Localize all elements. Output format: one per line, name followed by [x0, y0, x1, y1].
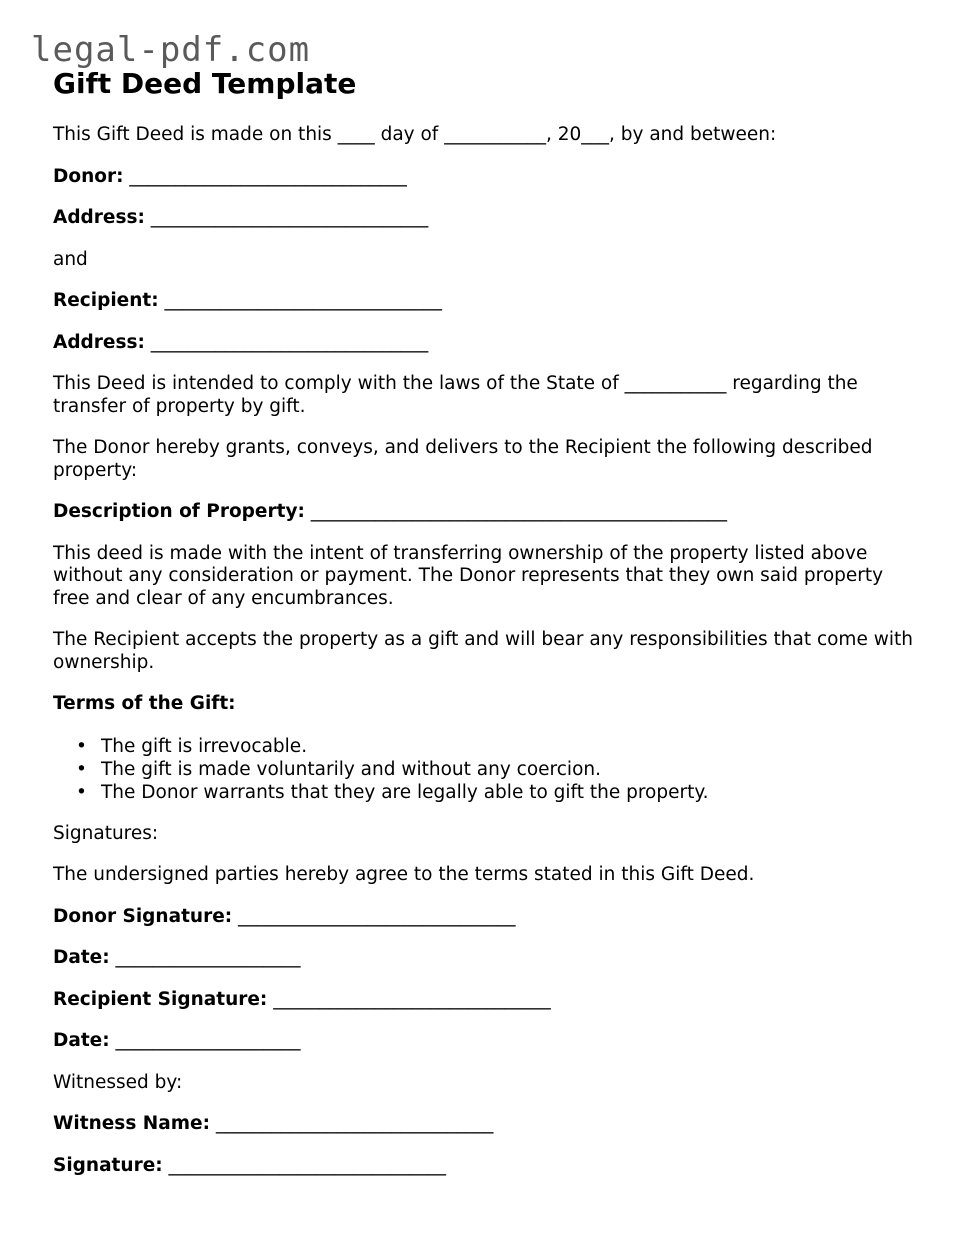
- recipient-signature-label: Recipient Signature:: [53, 988, 268, 1010]
- recipient-date-label: Date:: [53, 1030, 110, 1051]
- terms-heading: [53, 693, 923, 716]
- donor-label: Donor:: [53, 165, 124, 187]
- recipient-field: [53, 290, 923, 313]
- recipient-address-blank: ______________________________: [150, 331, 429, 353]
- donor-signature-blank: ______________________________: [238, 905, 516, 927]
- recipient-signature-blank: ______________________________: [273, 988, 551, 1010]
- document-title: Gift Deed Template: [53, 67, 357, 100]
- agree-clause: The undersigned parties hereby agree to the terms stated in this Gift Deed.: [53, 864, 755, 885]
- accept-clause: The Recipient accepts the property as a gift and will bear any responsibilities that come with ownership.: [53, 629, 913, 673]
- recipient-address-label: Address:: [53, 331, 145, 353]
- donor-date-label: Date:: [53, 947, 110, 968]
- donor-address-label: Address:: [53, 207, 145, 228]
- property-blank: _____________________________________________: [310, 501, 728, 522]
- list-item: [76, 758, 923, 781]
- witness-name-blank: ______________________________: [215, 1113, 494, 1134]
- terms-list: [53, 735, 923, 804]
- witness-name-label: Witness Name:: [53, 1113, 210, 1134]
- term-text: The Donor warrants that they are legally able to gift the property.: [101, 781, 709, 803]
- grant-clause: The Donor hereby grants, conveys, and delivers to the Recipient the following described property:: [53, 437, 873, 481]
- term-text: The gift is irrevocable.: [101, 735, 308, 757]
- recipient-date-field: [53, 1030, 923, 1053]
- bullet-icon: •: [76, 781, 87, 803]
- site-watermark: legal-pdf.com: [31, 30, 311, 70]
- and-text: and: [53, 248, 88, 270]
- bullet-icon: •: [76, 758, 87, 780]
- donor-date-blank: ____________________: [115, 947, 301, 968]
- bullet-icon: •: [76, 735, 87, 757]
- document-page: [53, 64, 923, 1177]
- property-field: [53, 501, 923, 524]
- witness-signature-blank: ______________________________: [168, 1154, 447, 1176]
- terms-heading-label: Terms of the Gift:: [53, 693, 236, 714]
- recipient-address-field: [53, 332, 923, 355]
- state-clause: This Deed is intended to comply with the laws of the State of ___________ regarding the transfer of property by gift.: [53, 373, 858, 417]
- recipient-date-blank: ____________________: [115, 1030, 301, 1051]
- recipient-signature-field: [53, 989, 923, 1012]
- donor-blank: ______________________________: [129, 165, 407, 187]
- witness-signature-field: [53, 1155, 923, 1178]
- recipient-label: Recipient:: [53, 290, 159, 311]
- signatures-heading: Signatures:: [53, 822, 159, 844]
- donor-date-field: [53, 947, 923, 970]
- witness-signature-label: Signature:: [53, 1154, 163, 1176]
- list-item: [76, 735, 923, 758]
- donor-field: [53, 166, 923, 189]
- donor-signature-label: Donor Signature:: [53, 905, 233, 927]
- witnessed-by-text: Witnessed by:: [53, 1071, 183, 1093]
- term-text: The gift is made voluntarily and without any coercion.: [101, 758, 601, 780]
- list-item: [76, 781, 923, 804]
- donor-address-field: [53, 207, 923, 230]
- property-label: Description of Property:: [53, 501, 305, 522]
- recipient-blank: ______________________________: [164, 290, 443, 311]
- intent-clause: This deed is made with the intent of transferring ownership of the property listed above without any consideration or payment. The Donor represents that they own said property free and clear of any encumbrances.: [53, 542, 884, 609]
- witness-name-field: [53, 1113, 923, 1136]
- intro-paragraph: This Gift Deed is made on this ____ day of ___________, 20___, by and between:: [53, 124, 777, 145]
- donor-signature-field: [53, 906, 923, 929]
- donor-address-blank: ______________________________: [150, 207, 429, 228]
